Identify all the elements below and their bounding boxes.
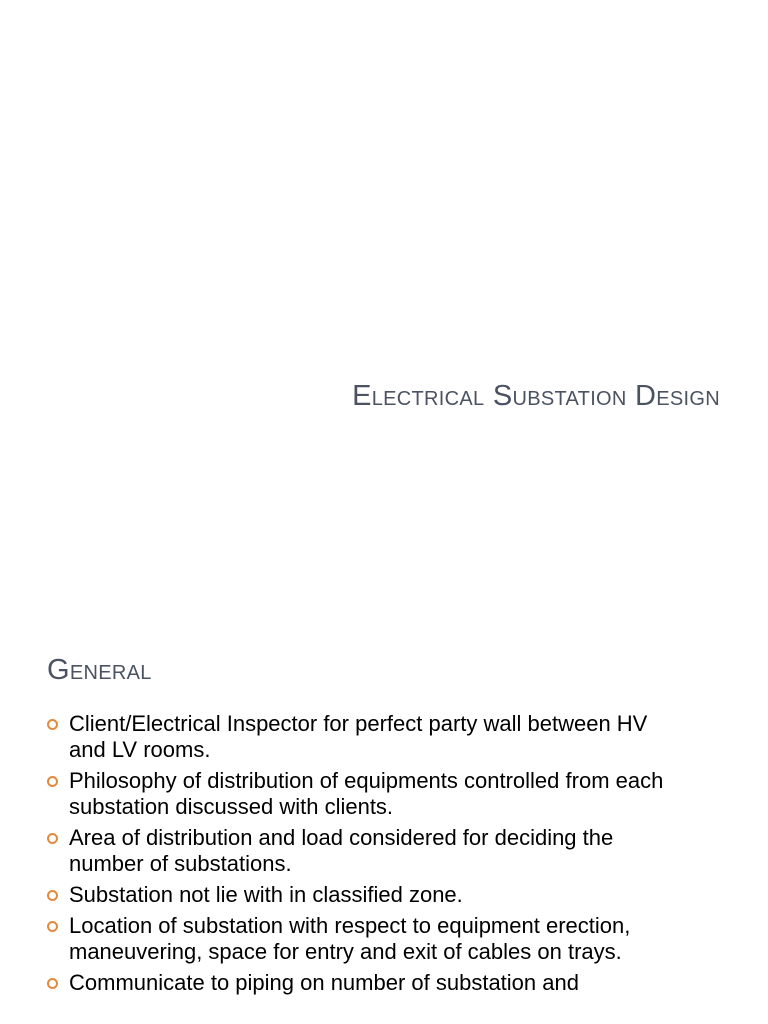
bullet-text: Location of substation with respect to equipment erection, maneuvering, space for entry and exit of cables on trays.: [69, 913, 631, 964]
bullet-item: [46, 825, 686, 877]
bullet-circle-icon: [47, 719, 58, 730]
bullet-text: Client/Electrical Inspector for perfect party wall between HV and LV rooms.: [69, 711, 648, 762]
bullet-circle-icon: [47, 833, 58, 844]
general-slide: [0, 576, 768, 1024]
bullet-circle-icon: [47, 921, 58, 932]
bullet-circle-icon: [47, 776, 58, 787]
bullet-text: Substation not lie with in classified zone.: [69, 882, 463, 907]
section-heading: General: [47, 654, 152, 686]
bullet-circle-icon: [47, 978, 58, 989]
bullet-circle-icon: [47, 890, 58, 901]
bullet-item: [46, 913, 686, 965]
bullet-text: Area of distribution and load considered for deciding the number of substations.: [69, 825, 614, 876]
bullet-item: [46, 882, 686, 908]
bullet-list: [46, 711, 686, 1001]
bullet-text: Communicate to piping on number of substation and: [69, 970, 579, 995]
bullet-item: [46, 970, 686, 996]
bullet-item: [46, 711, 686, 763]
presentation-title: Electrical Substation Design: [352, 380, 720, 412]
bullet-text: Philosophy of distribution of equipments controlled from each substation discussed with clients.: [69, 768, 664, 819]
bullet-item: [46, 768, 686, 820]
